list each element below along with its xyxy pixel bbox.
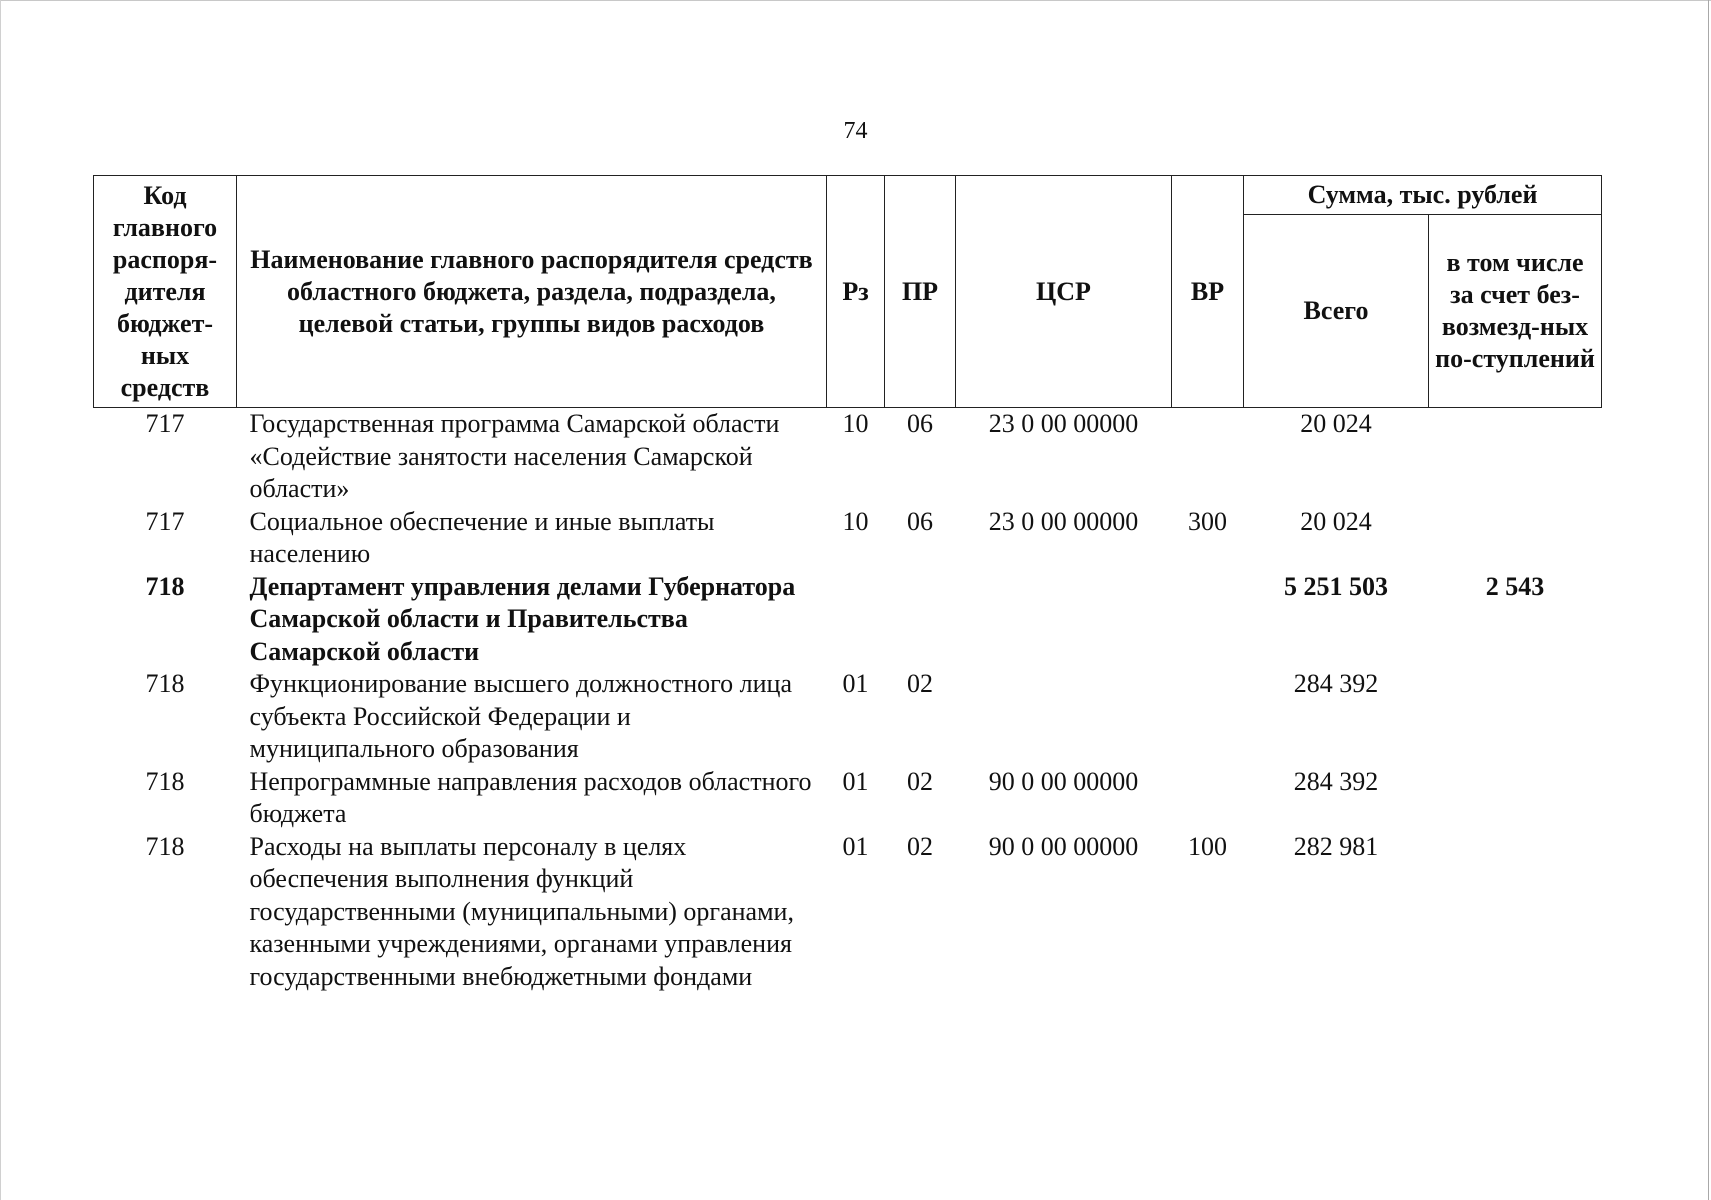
cell-pr: 02 [907,669,933,698]
cell-rz: 01 [842,831,869,861]
cell-total: 284 392 [1293,669,1379,698]
cell-csr: 23 0 00 00000 [988,409,1139,438]
cell-incl [1429,766,1602,831]
cell-csr: 90 0 00 00000 [988,831,1139,861]
scan-edge-right [1708,0,1709,1200]
cell-rz [827,571,885,669]
cell-pr: 02 [907,831,933,861]
table-row [94,766,1602,831]
header-total: Всего [1244,215,1429,408]
cell-csr: 23 0 00 00000 [988,506,1139,536]
cell-name: Социальное обеспечение и иные выплаты населению [249,506,715,568]
cell-csr [956,571,1172,669]
table-row [94,408,1602,506]
cell-code: 718 [145,766,185,796]
cell-incl [1429,408,1602,506]
header-name: Наименование главного распорядителя средств областного бюджета, раздела, подраздела, целевой статьи, группы видов расходов [237,176,827,408]
header-rz: Рз [827,176,885,408]
header-sum-group: Сумма, тыс. рублей [1244,176,1602,215]
cell-vr [1172,766,1244,831]
cell-name: Департамент управления делами Губернатора Самарской области и Правительства Самарской области [249,571,796,666]
cell-incl: 2 543 [1485,571,1545,601]
cell-pr: 06 [907,506,933,536]
cell-incl [1429,506,1602,571]
cell-vr: 100 [1188,831,1227,861]
cell-incl [1429,668,1602,766]
table-row [94,506,1602,571]
scan-edge-left [0,0,1,1200]
cell-code: 718 [145,669,185,698]
header-row-1 [94,176,1602,215]
table-row [94,831,1602,994]
cell-csr [956,668,1172,766]
cell-rz: 10 [842,506,869,536]
budget-table [93,175,1602,993]
header-incl: в том числе за счет без-возмезд-ных по-ступлений [1429,215,1602,408]
cell-total: 282 981 [1293,831,1379,861]
cell-vr: 300 [1188,506,1227,536]
cell-vr [1172,571,1244,669]
cell-code: 718 [145,831,185,861]
table-row [94,571,1602,669]
cell-code: 717 [145,506,185,536]
cell-name: Функционирование высшего должностного лица субъекта Российской Федерации и муниципального образования [249,669,793,763]
cell-pr: 06 [907,409,933,438]
cell-total: 20 024 [1300,409,1372,438]
header-pr: ПР [885,176,956,408]
header-vr: ВР [1172,176,1244,408]
header-code: Код главного распоря-дителя бюджет-ных средств [94,176,237,408]
cell-rz: 01 [842,669,869,698]
header-csr: ЦСР [956,176,1172,408]
cell-rz: 10 [842,409,869,438]
cell-code: 717 [145,409,185,438]
cell-vr [1172,408,1244,506]
cell-name: Непрограммные направления расходов областного бюджета [249,766,812,828]
cell-code: 718 [145,571,185,601]
cell-total: 284 392 [1293,766,1379,796]
cell-rz: 01 [842,766,869,796]
cell-csr: 90 0 00 00000 [988,766,1139,796]
scan-edge-top [0,0,1711,1]
cell-name: Государственная программа Самарской области «Содействие занятости населения Самарской области» [249,409,780,503]
cell-total: 5 251 503 [1284,571,1388,601]
cell-pr [885,571,956,669]
cell-pr: 02 [907,766,933,796]
page-number: 74 [843,118,868,144]
cell-total: 20 024 [1300,506,1372,536]
cell-vr [1172,668,1244,766]
table-row [94,668,1602,766]
cell-name: Расходы на выплаты персоналу в целях обеспечения выполнения функций государственными (муниципальными) органами, казенными учреждениями, органами управления государственными внебюджетными фондами [249,831,794,991]
cell-incl [1429,831,1602,994]
